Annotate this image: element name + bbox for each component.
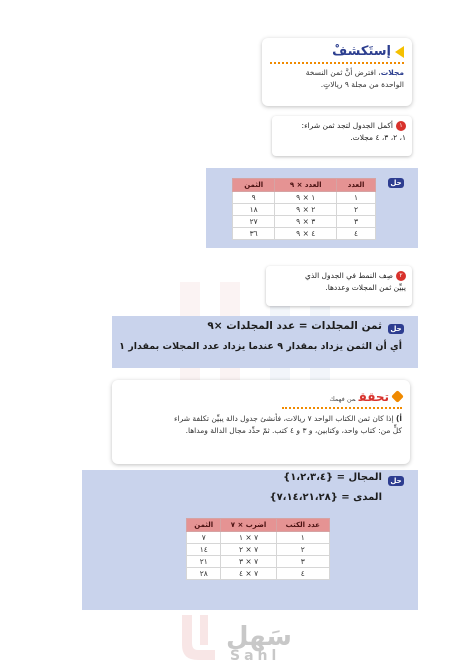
explore-title: إستَكشفْ [332,44,391,59]
check-line1: إذا كان ثمن الكتاب الواحد ٧ ريالات، فأنشئ جدول دالة يبيِّن تكلفة شراء [174,414,394,423]
explore-subject: مجلات [380,68,404,77]
table-1-header: العدد × ٩ [275,179,337,192]
range-line: المدى = {٧،١٤،٢١،٢٨} [269,492,382,503]
domain-line: المجال = {١،٢،٣،٤} [283,472,382,483]
check-title: تحقق [358,390,389,404]
flag-icon [395,46,404,58]
table-cell: ٢ [337,204,376,216]
table-cell: ٩ [233,192,275,204]
check-text [120,413,402,437]
table-cell: ٧ × ٤ [221,568,276,580]
answer-badge: حل [388,324,404,334]
table-cell: ٢ × ٩ [275,204,337,216]
table-cell: ١٨ [233,204,275,216]
table-cell: ٢ [276,544,329,556]
question-number-badge: ٢ [396,271,406,281]
table-row [187,532,330,544]
table-2-header: عدد الكتب [276,519,329,532]
table-cell: ١٤ [187,544,221,556]
table-cell: ٢٧ [233,216,275,228]
table-row [187,568,330,580]
table-cell: ٢٨ [187,568,221,580]
table-cell: ٧ [187,532,221,544]
explore-card [262,38,412,106]
check-subtitle: من فهمك [329,395,356,403]
question-2-line2: يبيِّن ثمن المجلات وعددها. [325,283,406,292]
table-1-header: الثمن [233,179,275,192]
check-line2: كلٍّ من: كتاب واحد، وكتابين، و ٣ و ٤ كتب. ثمّ حدِّد مجال الدالة ومداها. [185,426,402,435]
watermark-arabic: سَهل [226,622,292,652]
watermark-latin: Sahl [230,648,281,664]
check-understanding-card [112,380,410,464]
table-row [233,216,376,228]
question-2-line1: صِف النمط في الجدول الذي [305,271,393,280]
answer-2-line1: ثمن المجلدات = عدد المجلدات ×٩ [207,320,382,332]
answer-badge: حل [388,178,404,188]
question-1-line2: ١، ٢، ٣، ٤ مجلات. [350,133,406,142]
table-cell: ٤ × ٩ [275,228,337,240]
table-row [233,192,376,204]
question-1-line1: أكمل الجدول لتجد ثمن شراء: [301,121,393,130]
table-2-header: اضرب × ٧ [221,519,276,532]
table-row [187,556,330,568]
table-cell: ٣ [276,556,329,568]
table-cell: ٧ × ٢ [221,544,276,556]
table-cell: ١ [337,192,376,204]
table-cell: ٤ [276,568,329,580]
pencil-icon [391,390,404,403]
question-number-badge: ١ [396,121,406,131]
table-2 [186,518,330,580]
table-cell: ٢١ [187,556,221,568]
table-2-header: الثمن [187,519,221,532]
dotted-divider [270,62,404,64]
table-1 [232,178,376,240]
question-1-box [272,116,412,156]
check-item-label: أ) [396,414,402,423]
table-row [233,228,376,240]
table-cell: ٣ [337,216,376,228]
table-cell: ١ [276,532,329,544]
table-1-header: العدد [337,179,376,192]
table-row [187,544,330,556]
explore-text: مجلات، افترض أنَّ ثمن النسخة الواحدة من مجلة ٩ ريالاتٍ. [305,68,404,89]
table-cell: ٣ × ٩ [275,216,337,228]
dotted-divider [282,407,402,409]
table-cell: ٧ × ٣ [221,556,276,568]
table-row [233,204,376,216]
table-cell: ٣٦ [233,228,275,240]
table-cell: ١ × ٩ [275,192,337,204]
answer-2-line2: أي أن الثمن يزداد بمقدار ٩ عندما يزداد عدد المجلات بمقدار ١ [119,341,402,352]
table-cell: ٤ [337,228,376,240]
explore-text-line2: الواحدة من مجلة ٩ ريالاتٍ. [320,80,404,89]
question-2-box [266,266,412,306]
explore-text-line1: افترض أنَّ ثمن النسخة [305,68,376,77]
table-cell: ٧ × ١ [221,532,276,544]
answer-badge: حل [388,476,404,486]
